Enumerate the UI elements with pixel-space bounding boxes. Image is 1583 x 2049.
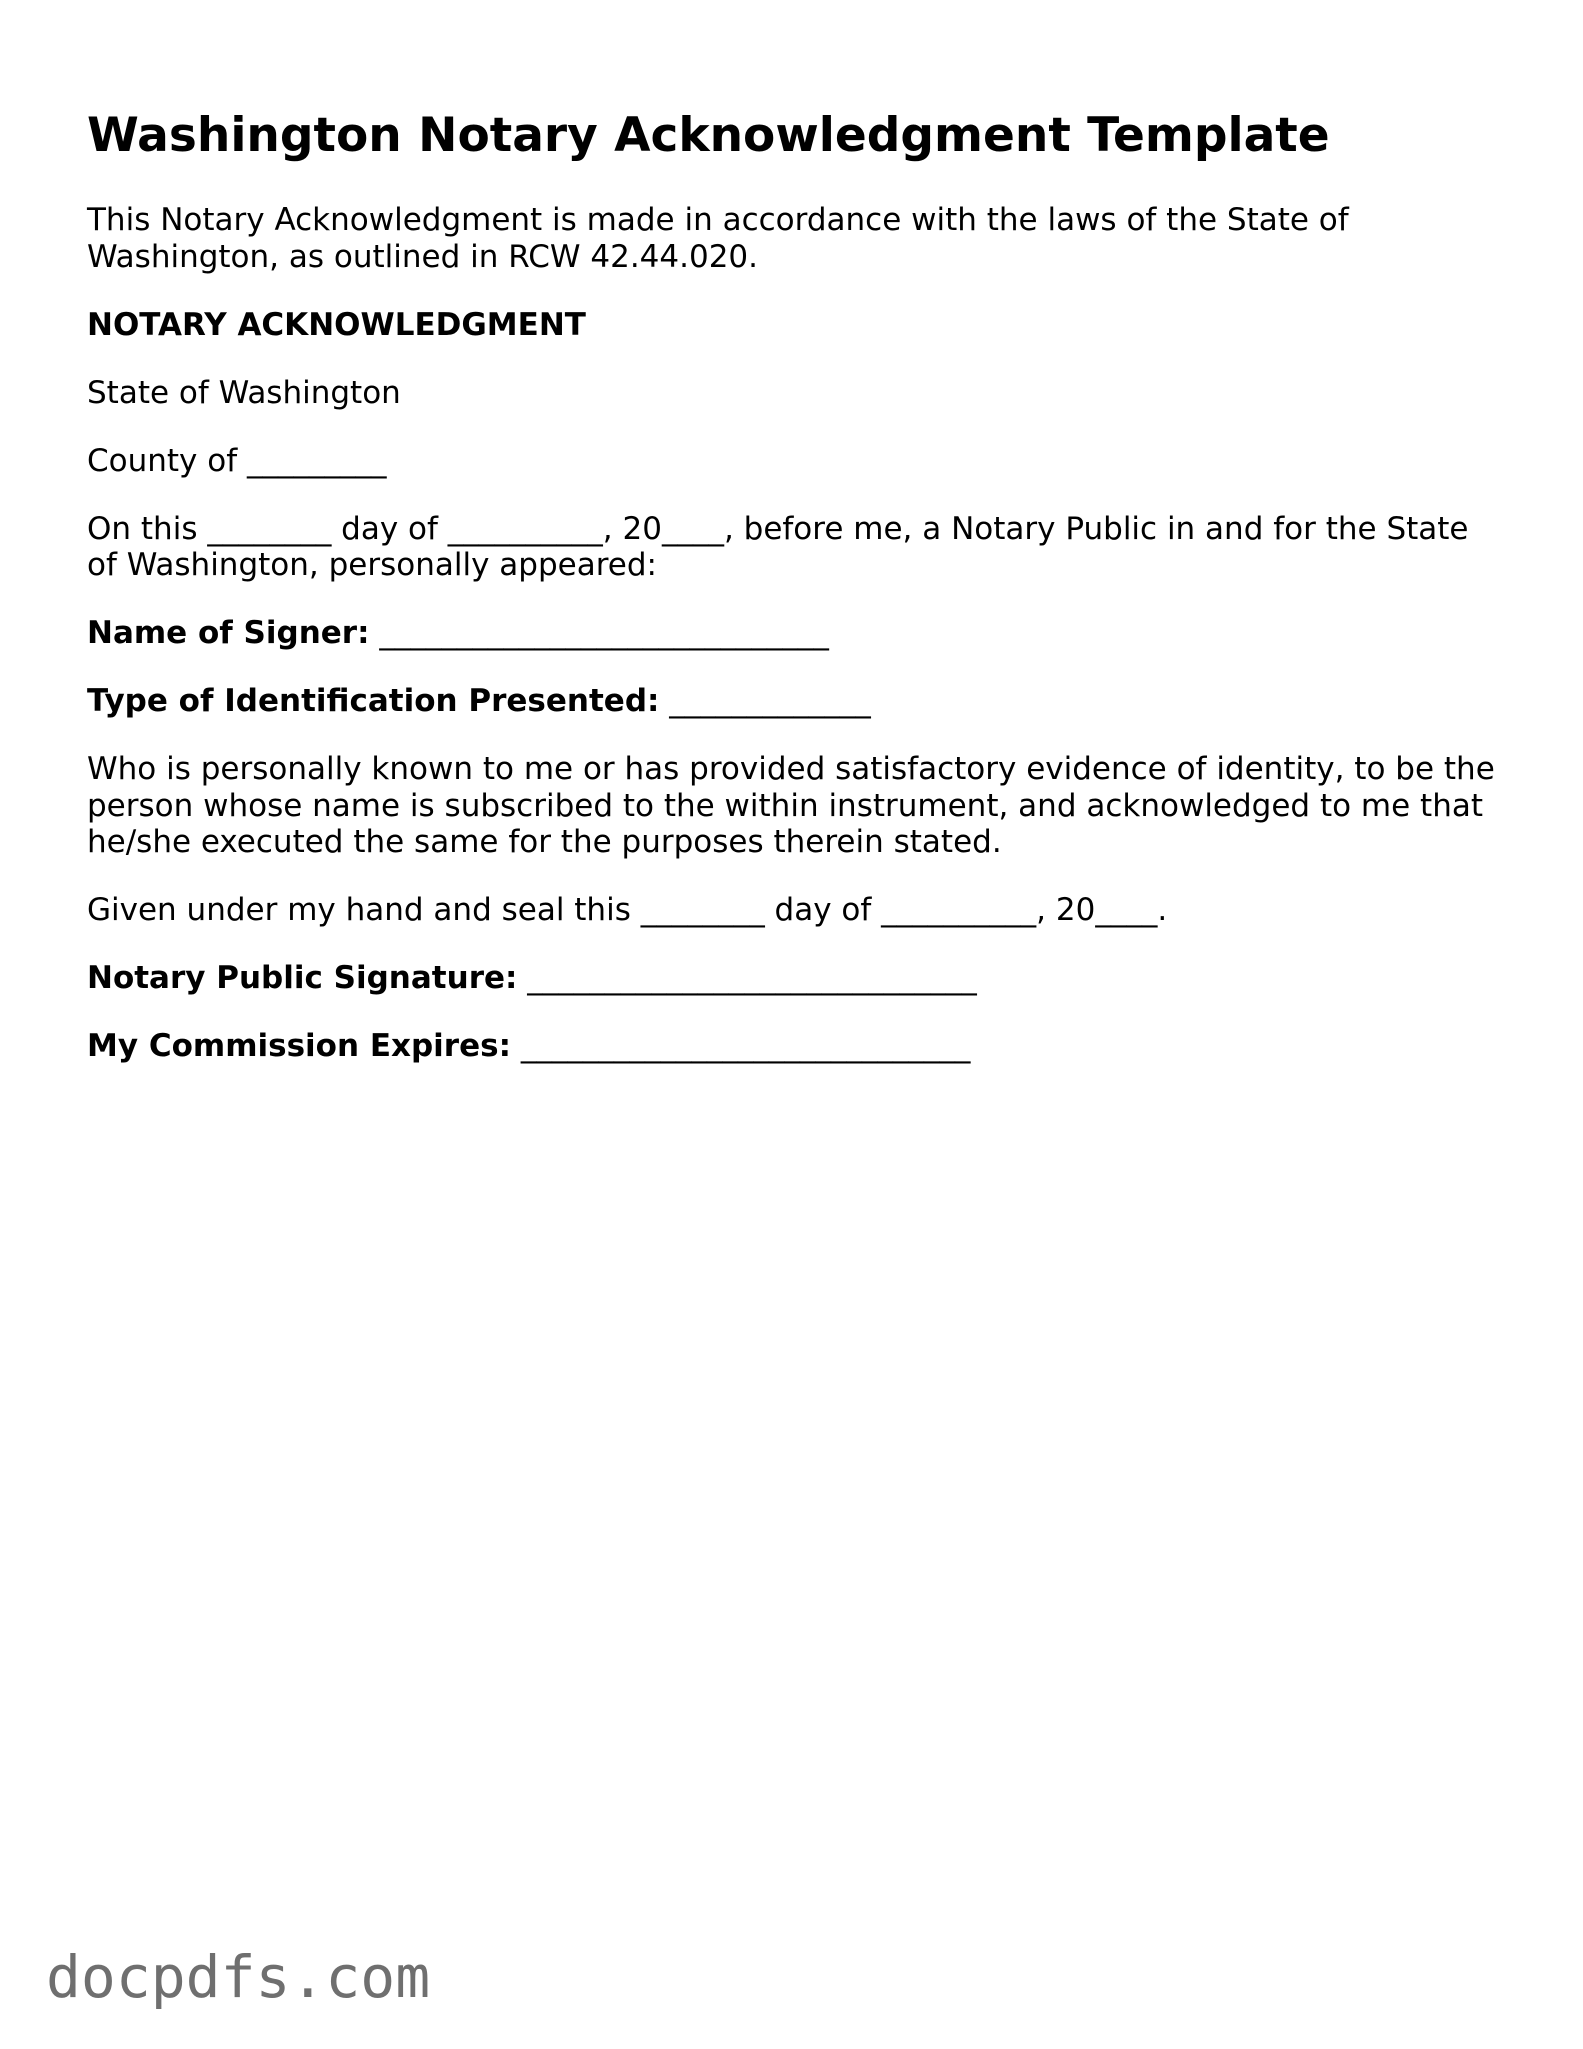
document-title: Washington Notary Acknowledgment Template — [87, 108, 1330, 163]
county-line: County of _________ — [87, 443, 387, 479]
identification-blank: _____________ — [669, 683, 871, 719]
appearance-line-1: On this ________ day of __________, 20____, before me, a Notary Public in and for the State — [87, 511, 1469, 547]
statement-line-2: person whose name is subscribed to the within instrument, and acknowledged to me that — [87, 788, 1484, 824]
statement-line-1: Who is personally known to me or has provided satisfactory evidence of identity, to be the — [87, 751, 1495, 787]
signer-name-label: Name of Signer: — [87, 615, 370, 651]
watermark: docpdfs.com — [46, 1943, 431, 2011]
identification-label: Type of Identification Presented: — [87, 683, 660, 719]
intro-line-2: Washington, as outlined in RCW 42.44.020. — [87, 239, 759, 275]
commission-expires-field — [87, 1028, 970, 1065]
commission-expires-blank: _____________________________ — [520, 1028, 971, 1064]
section-heading: NOTARY ACKNOWLEDGMENT — [87, 307, 586, 343]
notary-signature-field — [87, 960, 977, 997]
identification-field — [87, 683, 871, 720]
signer-name-blank: _____________________________ — [379, 615, 829, 651]
commission-expires-label: My Commission Expires: — [87, 1028, 511, 1064]
notary-signature-blank: _____________________________ — [527, 960, 977, 996]
intro-line-1: This Notary Acknowledgment is made in accordance with the laws of the State of — [87, 202, 1349, 238]
notary-signature-label: Notary Public Signature: — [87, 960, 518, 996]
statement-line-3: he/she executed the same for the purposes therein stated. — [87, 824, 1002, 860]
appearance-line-2: of Washington, personally appeared: — [87, 547, 657, 583]
state-line: State of Washington — [87, 375, 401, 411]
given-line: Given under my hand and seal this ________ day of __________, 20____. — [87, 892, 1168, 928]
signer-name-field — [87, 615, 829, 652]
